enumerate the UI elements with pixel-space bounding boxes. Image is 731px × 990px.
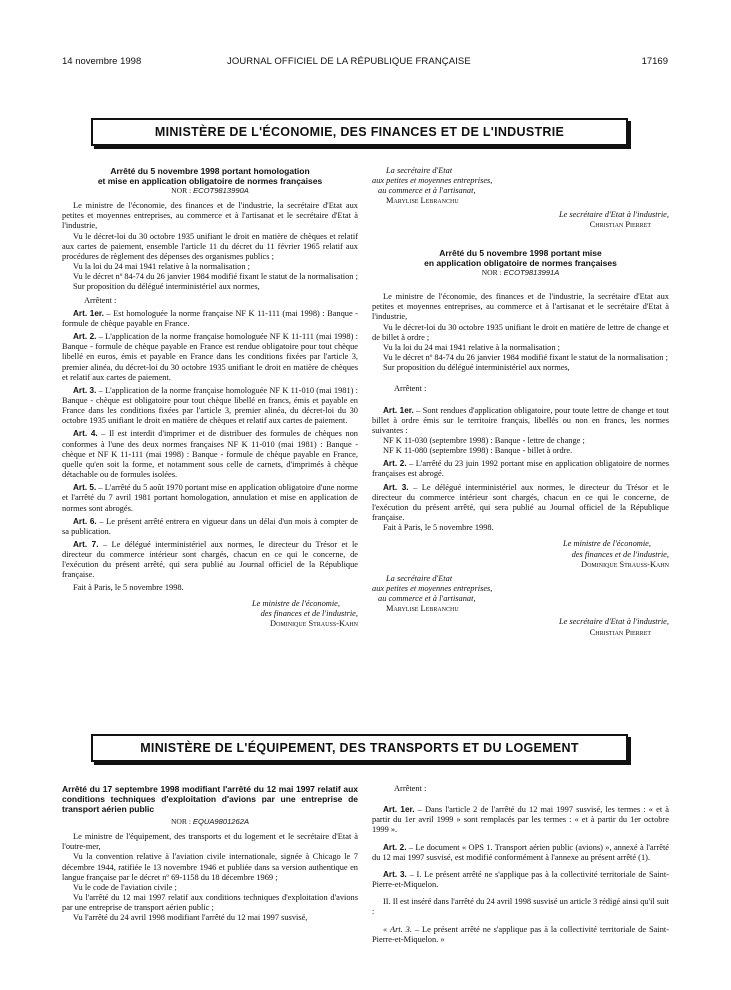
decree-3-articles [372, 784, 669, 945]
decree-2-signatory-title: aux petites et moyennes entreprises, [372, 584, 493, 593]
decree-2-visa: Vu le décret-loi du 30 octobre 1935 unifiant le droit en matière de lettre de change et de billet à ordre ; [372, 322, 669, 342]
decree-1-visa: Vu la loi du 24 mai 1941 relative à la normalisation ; [73, 262, 250, 272]
decree-1-article: Art. 5. – L'arrêté du 5 août 1970 portant mise en application obligatoire d'une norme et l'arrêté du 7 avril 1981 portant homologation, annulation et mise en application de normes sont abrogés. [62, 483, 358, 513]
decree-1-signatory-title: Le secrétaire d'Etat à l'industrie, [558, 209, 669, 219]
decree-3-visa: Vu l'arrêté du 12 mai 1997 relatif aux conditions techniques d'exploitation d'avions par une entreprise de transport aérien public ; [62, 893, 358, 913]
decree-1-article: Art. 6. – Le présent arrêté entrera en vigueur dans un délai d'un mois à compter de sa publication. [62, 516, 358, 536]
decree-1-article: Art. 2. – L'application de la norme française homologuée NF K 11-111 (mai 1998) : Banque - formule de chèque payable en France est rendue obligatoire pour tout chèque libellé en euros, émis et payable en France dans les conditions fixées par l'article 3, premier alinéa, du décret-loi du 30 octobre 1935 unifiant le droit en matière de chèques et relatif aux cartes de paiement. [62, 332, 358, 382]
decree-1-nor: NOR : ECOT9813990A [171, 186, 249, 195]
decree-2-signatory-title: La secrétaire d'Etat [386, 573, 453, 583]
decree-2-visa: Vu le décret nº 84-74 du 26 janvier 1984 modifié fixant le statut de la normalisation ; [383, 353, 668, 363]
decree-2-signatory-title: Le secrétaire d'Etat à l'industrie, [558, 617, 669, 627]
decree-1-visa: Sur proposition du délégué interministériel aux normes, [73, 282, 260, 292]
decree-1-signatory-name: Dominique Strauss-Kahn [270, 619, 358, 629]
decree-2-signatory-name: Christian Pierret [589, 627, 651, 637]
decree-3-visa: Vu le code de l'aviation civile ; [73, 882, 177, 892]
decree-2-preamble: Le ministre de l'économie, des finances et de l'industrie, la secrétaire d'Etat aux petites et moyennes entreprises, au commerce et à l'artisanat et le secrétaire d'Etat à l'industrie, [372, 292, 669, 322]
decree-1-signatory-title: au commerce et à l'artisanat, [378, 186, 476, 196]
decree-2-visa: Sur proposition du délégué interministériel aux normes, [383, 363, 570, 373]
decree-3-quoted-article: « Art. 3. – Le présent arrêté ne s'applique pas à la collectivité territoriale de Saint-Pierre-et-Miquelon. » [372, 924, 669, 944]
decree-1-article: Art. 1er. – Est homologuée la norme française NF K 11-111 (mai 1998) : Banque - formule de chèque payable en France. [62, 308, 358, 328]
decree-1-article: Art. 4. – Il est interdit d'imprimer et de distribuer des formules de chèques non conformes à l'une des deux normes françaises NF K 11-010 (mai 1981) : Banque - chèque et NF K 11-111 (mai 1998) : Banque - formule de chèque payable en France, quelle qu'en soit la forme, et notamment sous celle de carnets, d'imprimés à chèque détachable ou de formules isolées. [62, 429, 358, 480]
page-number: 17169 [641, 56, 668, 67]
decree-1-article: Art. 7. – Le délégué interministériel aux normes, le directeur du Trésor et le directeur du commerce intérieur sont chargés, chacun en ce qui le concerne, de l'exécution du présent arrêté, qui sera publié au Journal officiel de la République française. [62, 540, 358, 580]
decree-1-signatory-title: des finances et de l'industrie, [260, 608, 358, 618]
decree-1-signatory-name: Christian Pierret [589, 219, 651, 229]
decree-3-title: Arrêté du 17 septembre 1998 modifiant l'arrêté du 12 mai 1997 relatif aux conditions techniques d'exploitation d'avions par une entreprise de transport aérien public [62, 784, 358, 814]
journal-title: JOURNAL OFFICIEL DE LA RÉPUBLIQUE FRANÇAISE [227, 56, 471, 67]
decree-1-signatory-title: La secrétaire d'Etat [386, 166, 453, 175]
decree-2-column [372, 166, 669, 638]
decree-3-article: Art. 1er. – Dans l'article 2 de l'arrêté du 12 mai 1997 susvisé, les termes : « et à partir du 1er avril 1999 » sont remplacés par les termes : « et à partir du 1er octobre 1999 ». [372, 805, 669, 835]
decree-2-nor-code: ECOT9813991A [503, 267, 560, 277]
page-header [62, 56, 672, 70]
decree-1-visa: Vu le décret nº 84-74 du 26 janvier 1984 modifié fixant le statut de la normalisation ; [73, 272, 358, 282]
decree-2-signatory-name: Dominique Strauss-Kahn [581, 559, 669, 569]
decree-3-nor-code: EQUA9801262A [192, 817, 250, 826]
ministry-heading-economie: MINISTÈRE DE L'ÉCONOMIE, DES FINANCES ET DE L'INDUSTRIE [91, 118, 628, 146]
decree-2-visa: Vu la loi du 24 mai 1941 relative à la normalisation ; [383, 342, 560, 352]
decree-3-article: Art. 3. – I. Le présent arrêté ne s'applique pas à la collectivité territoriale de Saint-Pierre-et-Miquelon. [372, 869, 669, 890]
decree-3-article: Art. 2. – Le document « OPS 1. Transport aérien public (avions) », annexé à l'arrêté du 12 mai 1997 susvisé, est modifié conformément à l'annexe au présent arrêté (1). [372, 842, 669, 862]
decree-1-title-line1: Arrêté du 5 novembre 1998 portant homologation [110, 166, 310, 176]
decree-1 [62, 166, 358, 629]
decree-2-title-line2: en application obligatoire de normes françaises [424, 257, 617, 268]
decree-1-article: Art. 3. – L'application de la norme française homologuée NF K 11-010 (mai 1981) : Banque - chèque est obligatoire pour tout chèque libellé en francs, émis et payable en France dans les conditions fixées par l'article 3, premier alinéa, du décret-loi du 30 octobre 1935 unifiant le droit en matière de chèques et relatif aux cartes de paiement. [62, 385, 358, 426]
ministry-heading-equipement: MINISTÈRE DE L'ÉQUIPEMENT, DES TRANSPORTS ET DU LOGEMENT [91, 734, 628, 762]
decree-1-signatory-title: Le ministre de l'économie, [251, 598, 340, 608]
decree-2-arrete: Arrêtent : [394, 384, 427, 394]
decree-3-visa: Vu la convention relative à l'aviation civile internationale, signée à Chicago le 7 décembre 1944, ratifiée le 13 novembre 1946 et publiée dans sa version authentique en langue française par le décret nº 69-1158 du 18 décembre 1969 ; [62, 852, 358, 882]
decree-3-nor: NOR : EQUA9801262A [170, 817, 250, 826]
decree-2-done-at: Fait à Paris, le 5 novembre 1998. [383, 523, 494, 533]
decree-3-visa: Vu l'arrêté du 24 avril 1998 modifiant l'arrêté du 12 mai 1997 susvisé, [73, 913, 308, 923]
decree-1-visa: Vu le décret-loi du 30 octobre 1935 unifiant le droit en matière de chèques et relatif aux cartes de paiement, ensemble l'article 11 du décret du 11 février 1965 relatif aux procédures de règlement des dépenses des organismes publics ; [62, 231, 358, 261]
decree-1-title-line2: et mise en application obligatoire de normes françaises [97, 176, 323, 186]
decree-2-title-line1: Arrêté du 5 novembre 1998 portant mise [439, 247, 602, 258]
decree-1-preamble: Le ministre de l'économie, des finances et de l'industrie, la secrétaire d'Etat aux petites et moyennes entreprises, au commerce et à l'artisanat et le secrétaire d'Etat à l'industrie, [62, 201, 358, 231]
decree-3 [62, 784, 358, 924]
decree-2-nor: NOR : ECOT9813991A [481, 267, 560, 277]
decree-1-done-at: Fait à Paris, le 5 novembre 1998. [73, 582, 184, 592]
decree-2-article: Art. 1er. – Sont rendues d'application obligatoire, pour toute lettre de change et tout billet à ordre émis sur le territoire français, libellés ou non en francs, les normes suivantes : [372, 405, 669, 435]
header-date: 14 novembre 1998 [62, 56, 142, 67]
decree-3-preamble: Le ministre de l'équipement, des transports et du logement et le secrétaire d'Etat à l'outre-mer, [62, 832, 358, 852]
decree-1-arrete: Arrêtent : [84, 295, 117, 305]
decree-1-signatory-title: aux petites et moyennes entreprises, [372, 176, 493, 186]
decree-2-article: Art. 3. – Le délégué interministériel aux normes, le directeur du Trésor et le directeur du commerce intérieur sont chargés, chacun en ce qui le concerne, de l'exécution du présent arrêté, qui sera publié au Journal officiel de la République française. [372, 482, 669, 523]
decree-2-signatory-title: au commerce et à l'artisanat, [378, 594, 476, 604]
decree-2-article: Art. 2. – L'arrêté du 23 juin 1992 portant mise en application obligatoire de normes françaises est abrogé. [372, 459, 669, 479]
decree-1-nor-code: ECOT9813990A [193, 186, 249, 195]
decree-2-norm-item: NF K 11-080 (septembre 1998) : Banque - billet à ordre. [383, 446, 573, 456]
decree-2-signatory-title: des finances et de l'industrie, [571, 549, 669, 559]
decree-3-article-part: II. Il est inséré dans l'arrêté du 24 avril 1998 susvisé un article 3 rédigé ainsi qu'il suit : [372, 897, 669, 917]
decree-2-signatory-name: Marylise Lebranchu [386, 604, 459, 614]
decree-2-norm-item: NF K 11-030 (septembre 1998) : Banque - lettre de change ; [383, 435, 585, 445]
decree-1-signatory-name: Marylise Lebranchu [386, 196, 459, 206]
decree-3-arrete: Arrêtent : [394, 784, 427, 793]
decree-2-signatory-title: Le ministre de l'économie, [562, 539, 651, 549]
